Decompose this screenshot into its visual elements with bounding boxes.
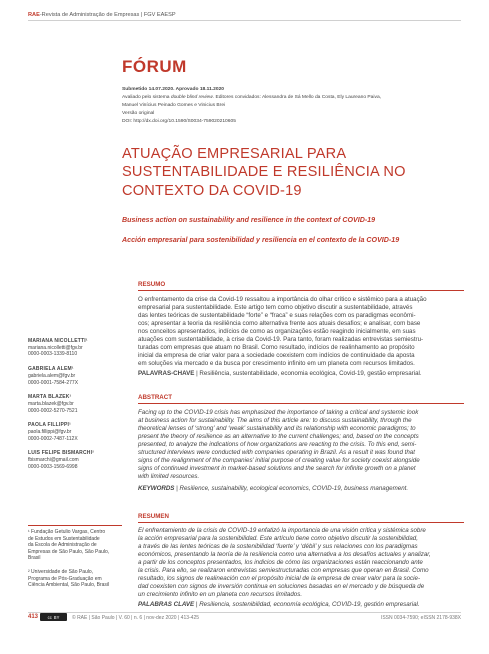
cc-by-icon: BY (53, 614, 60, 620)
affiliation-line: da Escola de Administração de (28, 542, 97, 548)
text-line: a través de las lentes teóricas de la sostenibilidad ‘fuerte’ y ‘débil’ y sus relaciones con los paradigmas (138, 543, 418, 551)
abstract-keywords (138, 485, 464, 492)
author-block (28, 422, 124, 442)
evaluation-info (122, 94, 462, 102)
affiliation-line: Programa de Pós-Graduação em (28, 575, 102, 582)
author-name: MARIANA NICOLLETTI¹ (28, 338, 88, 344)
footer-citation: © RAE | São Paulo | V. 60 | n. 6 | nov-dez 2020 | 413-425 (72, 615, 200, 621)
resumen-text (138, 527, 464, 599)
journal-name: -Revista de Administração de Empresas | FGV EAESP (39, 12, 176, 18)
text-line: la crisis. Para ello, se realizaron entrevistas semiestructuradas con empresas que operan en Brasil. Como (138, 567, 429, 575)
resumo-keywords (138, 370, 464, 377)
keywords-text: | Resiliência, sustentabilidade, economia ecológica, Covid-19, gestão empresarial. (194, 370, 422, 377)
submission-dates: Submetido 14.07.2020. Aprovado 18.11.2020 (122, 87, 225, 92)
resumo-text (138, 296, 464, 368)
author-block (28, 394, 124, 414)
title-line: SUSTENTABILIDADE E RESILIÊNCIA NO (122, 164, 406, 181)
text-line: Facing up to the COVID-19 crisis has emphasized the importance of taking a critical and systemic look (138, 409, 419, 416)
text-line: structured interviews were conducted with companies operating in Brazil. As a result it was found that (138, 449, 415, 457)
cc-license-badge[interactable] (40, 613, 67, 621)
resumen-heading: RESUMEN (138, 513, 169, 520)
text-line: signs of continued investment in market-based solutions and the search for infinite growth on a planet (138, 465, 416, 473)
abstract-rule (138, 403, 464, 404)
author-orcid[interactable]: 0000-0001-7584-277X (28, 379, 79, 386)
text-line: El enfrentamiento de la crisis de COVID-19 enfatizó la importancia de una visión crítica y sistémica sobre (138, 527, 426, 534)
text-line: empresarial para sustentabilidade. Este artigo tem como objetivo discutir a sustentabilidade, através (138, 304, 413, 312)
footer-divider (28, 612, 461, 613)
text-line: presented, to analyze the indications of how organizations are reacting to the crisis. To this end, semi- (138, 441, 417, 449)
affiliation-1 (28, 529, 124, 562)
header-divider (28, 20, 461, 21)
author-email[interactable]: gabriela.alem@fgv.br (28, 372, 76, 379)
text-line: atuações com sustentabilidade, à crise da Covid-19. Para tanto, foram realizadas entrevistas semiestru- (138, 336, 424, 344)
affiliation-line: Empresas de São Paulo, São Paulo, (28, 548, 110, 555)
author-email[interactable]: paola.fillippi@fgv.br (28, 429, 72, 436)
cc-icon: cc (47, 614, 52, 620)
author-orcid[interactable]: 0000-0003-1339-8110 (28, 351, 78, 358)
text-line: nos conceitos apresentados, indícios de como as organizações estão reagindo inicialmente, em suas (138, 328, 416, 336)
author-orcid[interactable]: 0000-0003-1569-6998 (28, 463, 78, 470)
subtitle-english: Business action on sustainability and resilience in the context of COVID-19 (122, 216, 376, 224)
text-line: with limited resources. (138, 473, 200, 481)
text-line: signs of the realignment of the companies’ initial purpose of creating value for society coexist alongside (138, 457, 420, 465)
text-line: turadas com empresas que atuam no Brasil. Como resultado, indícios de realinhamento ao propósito (138, 344, 415, 352)
keywords-text: | Resilience, sustainability, ecological economics, COVID-19, business management. (174, 485, 409, 492)
author-email[interactable]: fbismarchi@gmail.com (28, 457, 79, 464)
affiliation-line: ¹ Fundação Getulio Vargas, Centro (28, 529, 106, 535)
author-block (28, 338, 124, 358)
author-email[interactable]: mariana.nicolletti@fgv.br (28, 344, 83, 351)
text-line: present the theory of resilience as an alternative to the current challenges; and, based on the concepts (138, 433, 419, 441)
author-list (28, 338, 124, 479)
text-line: das lentes teóricas de sustentabilidade “forte” e “fraca” e suas relações com os paradigmas econômi- (138, 312, 416, 320)
title-line: ATUAÇÃO EMPRESARIAL PARA (122, 146, 347, 162)
footer-issn: ISSN 0034-7590; eISSN 2178-938X (380, 615, 461, 621)
affiliation-line: Ciência Ambiental, São Paulo, Brasil (28, 582, 110, 588)
text-line: dad coexisten con signos de inversión continua en soluciones basadas en el mercado y de búsqueda de (138, 583, 425, 591)
subtitle-spanish: Acción empresarial para sostenibilidad y resiliencia en el contexto de la COVID-19 (122, 236, 400, 244)
author-orcid[interactable]: 0000-0002-7487-112X (28, 435, 78, 442)
text-line: cos; apresentar a teoria da resiliência como alternativa frente aos atuais desafios; e analisar, com base (138, 320, 421, 328)
title-line: CONTEXTO DA COVID-19 (122, 182, 302, 199)
keywords-label: KEYWORDS (138, 485, 175, 492)
text-line: em soluções via mercado e da busca por crescimento infinito em um planeta com recursos limitados. (138, 360, 415, 368)
text-line: económicos, presentando la teoría de la resiliencia como una alternativa a los desafíos actuales y analizar, (138, 551, 431, 559)
evaluation-prefix: Avaliado pelo sistema (122, 95, 171, 101)
text-line: resultado, los signos de realineación con el propósito inicial de la empresa de crear valor para la socie- (138, 575, 421, 583)
article-meta (122, 86, 462, 126)
article-title (122, 145, 462, 200)
keywords-text: | Resiliencia, sostenibilidad, economía ecológica, COVID-19, gestión empresarial. (194, 601, 420, 608)
affiliation-2 (28, 569, 124, 589)
resumen-keywords (138, 601, 464, 608)
evaluation-suffix: . Editores convidados: Alessandra de Sá Mello da Costa, Ely Laureano Paiva, (212, 95, 382, 101)
author-name: PAOLA FILLIPPI¹ (28, 422, 71, 429)
editors-line: Manuel Vinícius Peinado Gomes e Vinicius Brei (122, 103, 226, 109)
resumo-heading: RESUMO (138, 281, 166, 288)
abstract-heading: ABSTRACT (138, 394, 173, 401)
author-block (28, 450, 124, 470)
doi-link[interactable]: DOI: http://dx.doi.org/10.1590/S0034-759020210605 (122, 119, 236, 125)
text-line: la acción empresarial para la sostenibilidad. Este artículo tiene como objetivo discutir la sostenibilidad, (138, 535, 418, 543)
journal-header (28, 12, 176, 18)
keywords-label: PALAVRAS-CHAVE (138, 370, 195, 377)
affiliation-line: ² Universidade de São Paulo, (28, 569, 94, 575)
text-line: at business action for sustainability. The aims of this article are: to discuss sustainability, through the (138, 417, 412, 425)
affiliation-line: Brasil (28, 555, 41, 561)
author-name: MARTA BLAZEK¹ (28, 394, 72, 401)
text-line: a partir de los conceptos presentados, los indicios de cómo las organizaciones están reaccionando ante (138, 559, 423, 567)
abstract-text (138, 409, 464, 481)
page-number: 413 (28, 614, 39, 620)
text-line: un crecimiento infinito en un planeta con recursos limitados. (138, 591, 303, 599)
journal-brand: RAE (28, 12, 40, 18)
text-line: theoretical lenses of ‘strong’ and ‘weak’ sustainability and its relationship with economic paradigms; to (138, 425, 416, 433)
keywords-label: PALABRAS CLAVE (138, 601, 195, 608)
author-email[interactable]: marta.blazek@fgv.br (28, 400, 74, 407)
resumo-rule (138, 290, 464, 291)
affiliation-line: de Estudos em Sustentabilidade (28, 535, 100, 542)
text-line: inicial da empresa de criar valor para a sociedade coexistem com indícios de continuidade da aposta (138, 352, 415, 360)
evaluation-italic: double blind review (170, 95, 213, 101)
affiliation-rule (28, 525, 122, 526)
text-line: O enfrentamento da crise da Covid-19 ressaltou a importância do olhar crítico e sistêmico para a atuação (138, 296, 427, 303)
author-name: LUIS FELIPE BISMARCHI² (28, 450, 95, 457)
author-orcid[interactable]: 0000-0002-5270-7521 (28, 407, 78, 414)
author-name: GABRIELA ALEM¹ (28, 366, 74, 373)
resumen-rule (138, 522, 464, 523)
author-block (28, 366, 124, 386)
version: Versão original (122, 111, 155, 117)
section-label: FÓRUM (122, 57, 187, 76)
